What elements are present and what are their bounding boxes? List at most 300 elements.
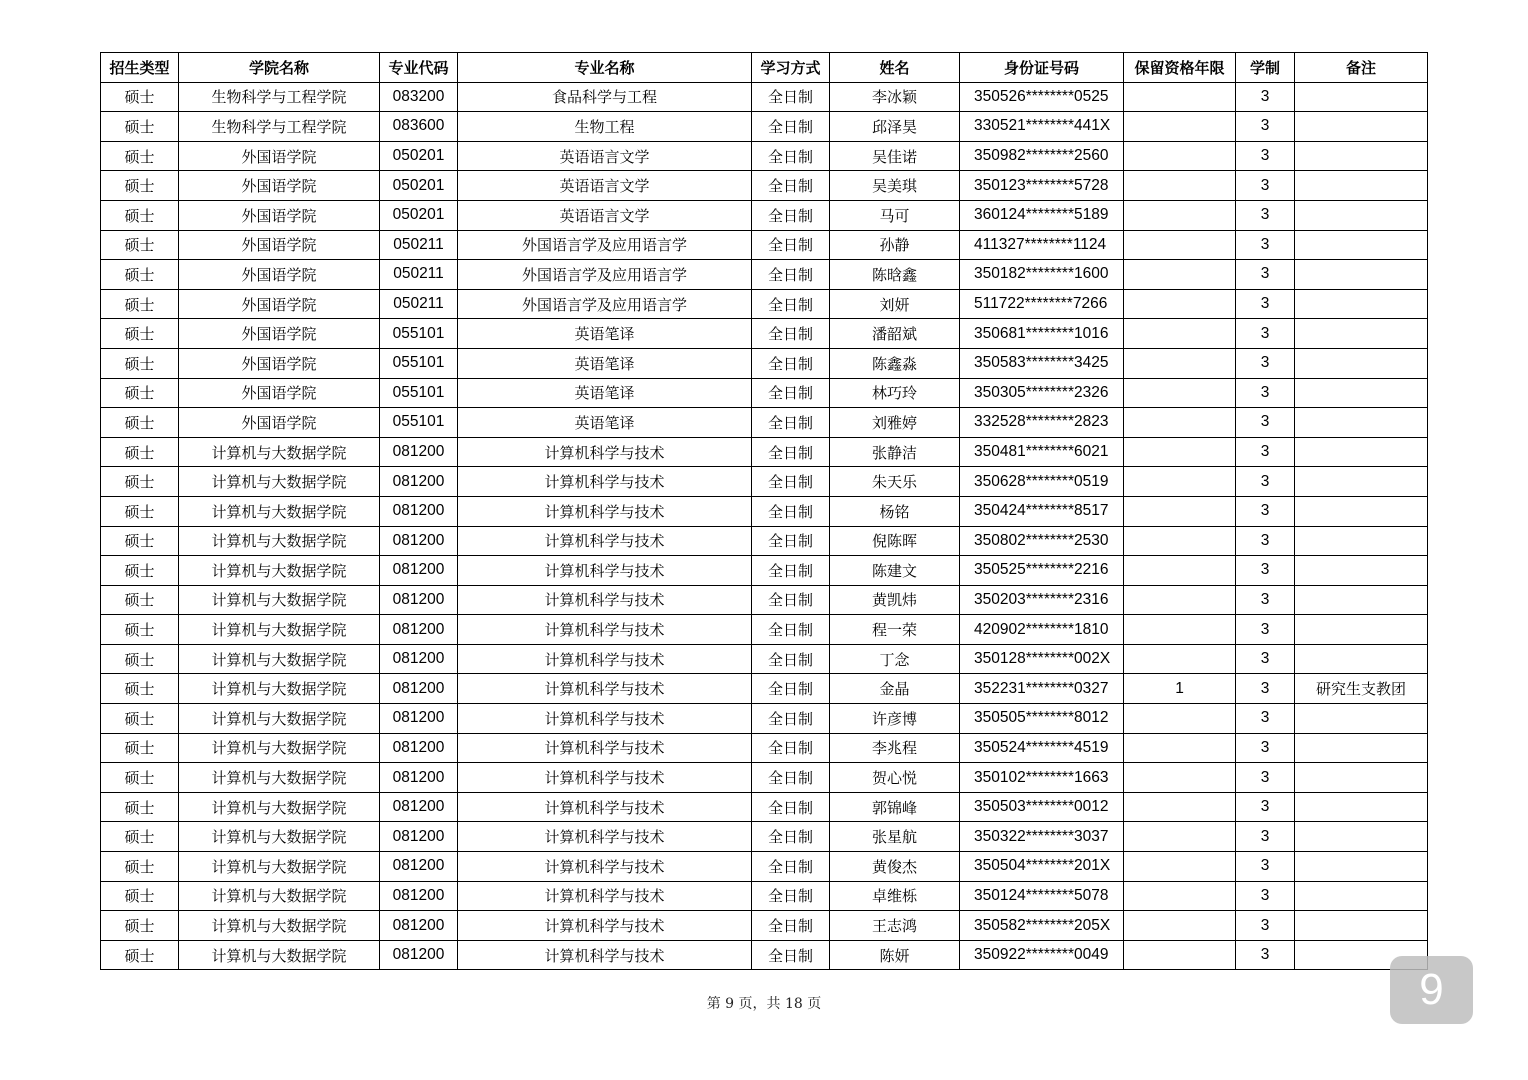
cell-college-name: 计算机与大数据学院 xyxy=(179,852,380,882)
cell-enroll-type: 硕士 xyxy=(101,556,179,586)
cell-remarks xyxy=(1295,526,1428,556)
cell-study-mode: 全日制 xyxy=(752,644,830,674)
cell-reserve-years xyxy=(1124,526,1236,556)
cell-study-mode: 全日制 xyxy=(752,881,830,911)
cell-major-code: 050211 xyxy=(380,260,458,290)
cell-college-name: 外国语学院 xyxy=(179,141,380,171)
cell-major-name: 计算机科学与技术 xyxy=(458,733,752,763)
cell-duration: 3 xyxy=(1236,171,1295,201)
cell-remarks xyxy=(1295,822,1428,852)
cell-student-name: 贺心悦 xyxy=(830,763,960,793)
cell-student-name: 黄凯炜 xyxy=(830,585,960,615)
cell-enroll-type: 硕士 xyxy=(101,408,179,438)
cell-reserve-years xyxy=(1124,556,1236,586)
page-number-badge: 9 xyxy=(1390,956,1473,1024)
cell-duration: 3 xyxy=(1236,852,1295,882)
cell-reserve-years xyxy=(1124,408,1236,438)
cell-major-name: 计算机科学与技术 xyxy=(458,763,752,793)
table-row xyxy=(101,437,1428,467)
cell-student-name: 卓维栎 xyxy=(830,881,960,911)
cell-student-name: 张星航 xyxy=(830,822,960,852)
cell-reserve-years xyxy=(1124,82,1236,112)
page-footer: 第 9 页，共 18 页 xyxy=(706,996,822,1012)
cell-college-name: 计算机与大数据学院 xyxy=(179,792,380,822)
cell-remarks xyxy=(1295,556,1428,586)
cell-remarks xyxy=(1295,112,1428,142)
cell-remarks xyxy=(1295,319,1428,349)
cell-college-name: 计算机与大数据学院 xyxy=(179,822,380,852)
cell-major-name: 生物工程 xyxy=(458,112,752,142)
cell-major-name: 计算机科学与技术 xyxy=(458,556,752,586)
cell-major-name: 英语笔译 xyxy=(458,408,752,438)
cell-reserve-years xyxy=(1124,911,1236,941)
cell-duration: 3 xyxy=(1236,911,1295,941)
cell-reserve-years xyxy=(1124,704,1236,734)
cell-college-name: 外国语学院 xyxy=(179,348,380,378)
cell-reserve-years xyxy=(1124,112,1236,142)
cell-major-code: 055101 xyxy=(380,319,458,349)
table-row xyxy=(101,319,1428,349)
cell-remarks xyxy=(1295,171,1428,201)
cell-major-name: 计算机科学与技术 xyxy=(458,526,752,556)
table-row xyxy=(101,792,1428,822)
cell-duration: 3 xyxy=(1236,230,1295,260)
cell-study-mode: 全日制 xyxy=(752,852,830,882)
cell-study-mode: 全日制 xyxy=(752,408,830,438)
cell-id-number: 350526********0525 xyxy=(960,82,1124,112)
cell-duration: 3 xyxy=(1236,674,1295,704)
table-row xyxy=(101,615,1428,645)
cell-college-name: 外国语学院 xyxy=(179,408,380,438)
cell-major-name: 英语笔译 xyxy=(458,348,752,378)
cell-duration: 3 xyxy=(1236,378,1295,408)
cell-reserve-years xyxy=(1124,822,1236,852)
cell-student-name: 陈鑫淼 xyxy=(830,348,960,378)
cell-duration: 3 xyxy=(1236,141,1295,171)
cell-reserve-years xyxy=(1124,792,1236,822)
cell-id-number: 350524********4519 xyxy=(960,733,1124,763)
cell-college-name: 计算机与大数据学院 xyxy=(179,704,380,734)
table-row xyxy=(101,674,1428,704)
cell-id-number: 350503********0012 xyxy=(960,792,1124,822)
table-row xyxy=(101,230,1428,260)
cell-major-name: 英语语言文学 xyxy=(458,200,752,230)
cell-reserve-years xyxy=(1124,378,1236,408)
cell-id-number: 332528********2823 xyxy=(960,408,1124,438)
cell-student-name: 黄俊杰 xyxy=(830,852,960,882)
cell-major-code: 081200 xyxy=(380,496,458,526)
cell-enroll-type: 硕士 xyxy=(101,792,179,822)
table-row xyxy=(101,289,1428,319)
cell-duration: 3 xyxy=(1236,585,1295,615)
cell-study-mode: 全日制 xyxy=(752,704,830,734)
cell-major-code: 050211 xyxy=(380,289,458,319)
cell-remarks xyxy=(1295,467,1428,497)
cell-reserve-years xyxy=(1124,141,1236,171)
cell-college-name: 外国语学院 xyxy=(179,171,380,201)
cell-duration: 3 xyxy=(1236,556,1295,586)
cell-id-number: 350123********5728 xyxy=(960,171,1124,201)
cell-id-number: 350583********3425 xyxy=(960,348,1124,378)
cell-reserve-years xyxy=(1124,437,1236,467)
cell-study-mode: 全日制 xyxy=(752,792,830,822)
cell-college-name: 外国语学院 xyxy=(179,200,380,230)
cell-reserve-years xyxy=(1124,496,1236,526)
cell-major-code: 081200 xyxy=(380,881,458,911)
cell-major-name: 英语笔译 xyxy=(458,319,752,349)
cell-duration: 3 xyxy=(1236,822,1295,852)
cell-study-mode: 全日制 xyxy=(752,171,830,201)
cell-remarks xyxy=(1295,408,1428,438)
table-row xyxy=(101,704,1428,734)
cell-duration: 3 xyxy=(1236,704,1295,734)
column-header-id-number: 身份证号码 xyxy=(960,53,1124,83)
cell-study-mode: 全日制 xyxy=(752,141,830,171)
cell-college-name: 计算机与大数据学院 xyxy=(179,615,380,645)
cell-duration: 3 xyxy=(1236,289,1295,319)
cell-enroll-type: 硕士 xyxy=(101,526,179,556)
cell-college-name: 计算机与大数据学院 xyxy=(179,496,380,526)
cell-reserve-years xyxy=(1124,763,1236,793)
cell-remarks xyxy=(1295,615,1428,645)
cell-student-name: 王志鸿 xyxy=(830,911,960,941)
cell-college-name: 计算机与大数据学院 xyxy=(179,881,380,911)
cell-college-name: 外国语学院 xyxy=(179,319,380,349)
cell-student-name: 倪陈晖 xyxy=(830,526,960,556)
cell-id-number: 350322********3037 xyxy=(960,822,1124,852)
cell-college-name: 计算机与大数据学院 xyxy=(179,911,380,941)
cell-id-number: 411327********1124 xyxy=(960,230,1124,260)
cell-remarks xyxy=(1295,763,1428,793)
cell-reserve-years xyxy=(1124,467,1236,497)
cell-college-name: 计算机与大数据学院 xyxy=(179,556,380,586)
cell-id-number: 350922********0049 xyxy=(960,940,1124,970)
cell-id-number: 350505********8012 xyxy=(960,704,1124,734)
cell-study-mode: 全日制 xyxy=(752,112,830,142)
cell-student-name: 马可 xyxy=(830,200,960,230)
cell-reserve-years xyxy=(1124,733,1236,763)
cell-enroll-type: 硕士 xyxy=(101,467,179,497)
cell-enroll-type: 硕士 xyxy=(101,615,179,645)
cell-enroll-type: 硕士 xyxy=(101,704,179,734)
cell-major-name: 计算机科学与技术 xyxy=(458,496,752,526)
cell-major-name: 计算机科学与技术 xyxy=(458,437,752,467)
table-row xyxy=(101,852,1428,882)
table-header-row xyxy=(101,53,1428,83)
cell-study-mode: 全日制 xyxy=(752,200,830,230)
cell-reserve-years xyxy=(1124,319,1236,349)
table-row xyxy=(101,585,1428,615)
cell-id-number: 330521********441X xyxy=(960,112,1124,142)
cell-major-code: 081200 xyxy=(380,467,458,497)
cell-enroll-type: 硕士 xyxy=(101,289,179,319)
cell-duration: 3 xyxy=(1236,348,1295,378)
cell-student-name: 刘雅婷 xyxy=(830,408,960,438)
cell-major-code: 050201 xyxy=(380,200,458,230)
cell-enroll-type: 硕士 xyxy=(101,230,179,260)
cell-id-number: 511722********7266 xyxy=(960,289,1124,319)
cell-remarks xyxy=(1295,378,1428,408)
cell-college-name: 外国语学院 xyxy=(179,289,380,319)
cell-major-code: 050211 xyxy=(380,230,458,260)
cell-college-name: 外国语学院 xyxy=(179,230,380,260)
cell-college-name: 计算机与大数据学院 xyxy=(179,733,380,763)
cell-major-code: 083200 xyxy=(380,82,458,112)
cell-study-mode: 全日制 xyxy=(752,230,830,260)
cell-student-name: 李兆程 xyxy=(830,733,960,763)
cell-major-name: 计算机科学与技术 xyxy=(458,792,752,822)
cell-remarks xyxy=(1295,82,1428,112)
cell-study-mode: 全日制 xyxy=(752,556,830,586)
cell-reserve-years xyxy=(1124,615,1236,645)
cell-remarks: 研究生支教团 xyxy=(1295,674,1428,704)
cell-student-name: 孙静 xyxy=(830,230,960,260)
cell-college-name: 计算机与大数据学院 xyxy=(179,526,380,556)
cell-major-name: 计算机科学与技术 xyxy=(458,822,752,852)
cell-enroll-type: 硕士 xyxy=(101,822,179,852)
cell-study-mode: 全日制 xyxy=(752,733,830,763)
cell-id-number: 350582********205X xyxy=(960,911,1124,941)
cell-duration: 3 xyxy=(1236,940,1295,970)
table-row xyxy=(101,378,1428,408)
cell-study-mode: 全日制 xyxy=(752,496,830,526)
cell-id-number: 350128********002X xyxy=(960,644,1124,674)
cell-remarks xyxy=(1295,852,1428,882)
cell-enroll-type: 硕士 xyxy=(101,881,179,911)
column-header-college-name: 学院名称 xyxy=(179,53,380,83)
cell-major-name: 英语语言文学 xyxy=(458,141,752,171)
column-header-study-mode: 学习方式 xyxy=(752,53,830,83)
cell-reserve-years xyxy=(1124,852,1236,882)
cell-duration: 3 xyxy=(1236,260,1295,290)
cell-id-number: 360124********5189 xyxy=(960,200,1124,230)
cell-major-name: 计算机科学与技术 xyxy=(458,644,752,674)
cell-major-name: 英语语言文学 xyxy=(458,171,752,201)
cell-major-code: 081200 xyxy=(380,852,458,882)
cell-study-mode: 全日制 xyxy=(752,526,830,556)
cell-major-name: 外国语言学及应用语言学 xyxy=(458,230,752,260)
cell-remarks xyxy=(1295,644,1428,674)
cell-reserve-years xyxy=(1124,171,1236,201)
cell-study-mode: 全日制 xyxy=(752,467,830,497)
table-row xyxy=(101,733,1428,763)
table-row xyxy=(101,822,1428,852)
table-row xyxy=(101,82,1428,112)
cell-enroll-type: 硕士 xyxy=(101,348,179,378)
cell-duration: 3 xyxy=(1236,496,1295,526)
table-row xyxy=(101,408,1428,438)
cell-id-number: 350203********2316 xyxy=(960,585,1124,615)
cell-id-number: 350525********2216 xyxy=(960,556,1124,586)
cell-enroll-type: 硕士 xyxy=(101,141,179,171)
cell-major-code: 081200 xyxy=(380,733,458,763)
cell-id-number: 350182********1600 xyxy=(960,260,1124,290)
cell-remarks xyxy=(1295,792,1428,822)
cell-remarks xyxy=(1295,911,1428,941)
cell-major-name: 计算机科学与技术 xyxy=(458,585,752,615)
cell-student-name: 朱天乐 xyxy=(830,467,960,497)
cell-major-code: 050201 xyxy=(380,171,458,201)
cell-enroll-type: 硕士 xyxy=(101,82,179,112)
cell-duration: 3 xyxy=(1236,792,1295,822)
cell-study-mode: 全日制 xyxy=(752,674,830,704)
cell-major-name: 计算机科学与技术 xyxy=(458,911,752,941)
cell-major-name: 计算机科学与技术 xyxy=(458,881,752,911)
cell-duration: 3 xyxy=(1236,763,1295,793)
cell-id-number: 350305********2326 xyxy=(960,378,1124,408)
cell-student-name: 邱泽昊 xyxy=(830,112,960,142)
cell-duration: 3 xyxy=(1236,615,1295,645)
cell-id-number: 352231********0327 xyxy=(960,674,1124,704)
cell-student-name: 潘韶斌 xyxy=(830,319,960,349)
table-row xyxy=(101,940,1428,970)
cell-enroll-type: 硕士 xyxy=(101,200,179,230)
cell-major-name: 计算机科学与技术 xyxy=(458,615,752,645)
cell-enroll-type: 硕士 xyxy=(101,171,179,201)
cell-major-code: 081200 xyxy=(380,674,458,704)
cell-reserve-years xyxy=(1124,644,1236,674)
cell-study-mode: 全日制 xyxy=(752,260,830,290)
table-row xyxy=(101,556,1428,586)
cell-student-name: 杨铭 xyxy=(830,496,960,526)
cell-student-name: 林巧玲 xyxy=(830,378,960,408)
cell-student-name: 陈建文 xyxy=(830,556,960,586)
cell-college-name: 计算机与大数据学院 xyxy=(179,467,380,497)
cell-study-mode: 全日制 xyxy=(752,822,830,852)
cell-major-name: 计算机科学与技术 xyxy=(458,940,752,970)
cell-student-name: 程一荣 xyxy=(830,615,960,645)
column-header-remarks: 备注 xyxy=(1295,53,1428,83)
cell-college-name: 外国语学院 xyxy=(179,378,380,408)
cell-college-name: 外国语学院 xyxy=(179,260,380,290)
cell-college-name: 计算机与大数据学院 xyxy=(179,674,380,704)
column-header-student-name: 姓名 xyxy=(830,53,960,83)
cell-reserve-years xyxy=(1124,260,1236,290)
cell-student-name: 李冰颖 xyxy=(830,82,960,112)
cell-major-name: 外国语言学及应用语言学 xyxy=(458,260,752,290)
cell-major-code: 050201 xyxy=(380,141,458,171)
cell-major-name: 英语笔译 xyxy=(458,378,752,408)
table-row xyxy=(101,171,1428,201)
cell-major-code: 081200 xyxy=(380,822,458,852)
cell-major-code: 081200 xyxy=(380,437,458,467)
cell-duration: 3 xyxy=(1236,881,1295,911)
cell-major-code: 081200 xyxy=(380,940,458,970)
cell-remarks xyxy=(1295,348,1428,378)
cell-id-number: 350802********2530 xyxy=(960,526,1124,556)
cell-reserve-years xyxy=(1124,881,1236,911)
cell-student-name: 郭锦峰 xyxy=(830,792,960,822)
table-row xyxy=(101,141,1428,171)
cell-enroll-type: 硕士 xyxy=(101,378,179,408)
cell-student-name: 金晶 xyxy=(830,674,960,704)
cell-duration: 3 xyxy=(1236,319,1295,349)
cell-enroll-type: 硕士 xyxy=(101,585,179,615)
cell-study-mode: 全日制 xyxy=(752,940,830,970)
cell-remarks xyxy=(1295,289,1428,319)
cell-remarks xyxy=(1295,141,1428,171)
cell-enroll-type: 硕士 xyxy=(101,733,179,763)
cell-major-code: 081200 xyxy=(380,615,458,645)
cell-college-name: 计算机与大数据学院 xyxy=(179,585,380,615)
cell-reserve-years xyxy=(1124,585,1236,615)
cell-remarks xyxy=(1295,585,1428,615)
cell-duration: 3 xyxy=(1236,437,1295,467)
cell-major-code: 081200 xyxy=(380,526,458,556)
cell-reserve-years xyxy=(1124,230,1236,260)
cell-enroll-type: 硕士 xyxy=(101,496,179,526)
column-header-duration: 学制 xyxy=(1236,53,1295,83)
cell-remarks xyxy=(1295,260,1428,290)
cell-major-name: 计算机科学与技术 xyxy=(458,467,752,497)
cell-study-mode: 全日制 xyxy=(752,437,830,467)
cell-duration: 3 xyxy=(1236,82,1295,112)
cell-id-number: 350424********8517 xyxy=(960,496,1124,526)
cell-enroll-type: 硕士 xyxy=(101,674,179,704)
table-row xyxy=(101,911,1428,941)
cell-id-number: 420902********1810 xyxy=(960,615,1124,645)
table-row xyxy=(101,881,1428,911)
cell-college-name: 计算机与大数据学院 xyxy=(179,940,380,970)
cell-duration: 3 xyxy=(1236,644,1295,674)
cell-reserve-years: 1 xyxy=(1124,674,1236,704)
table-row xyxy=(101,496,1428,526)
cell-college-name: 生物科学与工程学院 xyxy=(179,82,380,112)
cell-student-name: 刘妍 xyxy=(830,289,960,319)
cell-student-name: 吴佳诺 xyxy=(830,141,960,171)
cell-student-name: 丁念 xyxy=(830,644,960,674)
cell-duration: 3 xyxy=(1236,112,1295,142)
cell-reserve-years xyxy=(1124,200,1236,230)
cell-enroll-type: 硕士 xyxy=(101,763,179,793)
column-header-enroll-type: 招生类型 xyxy=(101,53,179,83)
cell-major-code: 055101 xyxy=(380,408,458,438)
cell-remarks xyxy=(1295,881,1428,911)
cell-enroll-type: 硕士 xyxy=(101,260,179,290)
cell-major-code: 083600 xyxy=(380,112,458,142)
cell-major-code: 081200 xyxy=(380,911,458,941)
cell-duration: 3 xyxy=(1236,200,1295,230)
cell-student-name: 许彦博 xyxy=(830,704,960,734)
cell-study-mode: 全日制 xyxy=(752,82,830,112)
cell-remarks xyxy=(1295,733,1428,763)
cell-study-mode: 全日制 xyxy=(752,585,830,615)
cell-major-code: 081200 xyxy=(380,792,458,822)
cell-enroll-type: 硕士 xyxy=(101,319,179,349)
cell-major-code: 081200 xyxy=(380,704,458,734)
enrollment-table xyxy=(100,52,1428,970)
table-body xyxy=(101,82,1428,970)
cell-major-name: 计算机科学与技术 xyxy=(458,704,752,734)
cell-major-name: 外国语言学及应用语言学 xyxy=(458,289,752,319)
cell-major-code: 055101 xyxy=(380,378,458,408)
cell-id-number: 350124********5078 xyxy=(960,881,1124,911)
column-header-major-name: 专业名称 xyxy=(458,53,752,83)
cell-study-mode: 全日制 xyxy=(752,911,830,941)
cell-id-number: 350982********2560 xyxy=(960,141,1124,171)
cell-major-name: 计算机科学与技术 xyxy=(458,852,752,882)
cell-remarks xyxy=(1295,230,1428,260)
table-row xyxy=(101,260,1428,290)
cell-college-name: 生物科学与工程学院 xyxy=(179,112,380,142)
cell-duration: 3 xyxy=(1236,467,1295,497)
cell-major-code: 081200 xyxy=(380,763,458,793)
column-header-reserve-years: 保留资格年限 xyxy=(1124,53,1236,83)
cell-id-number: 350481********6021 xyxy=(960,437,1124,467)
cell-duration: 3 xyxy=(1236,733,1295,763)
cell-enroll-type: 硕士 xyxy=(101,940,179,970)
table-row xyxy=(101,200,1428,230)
